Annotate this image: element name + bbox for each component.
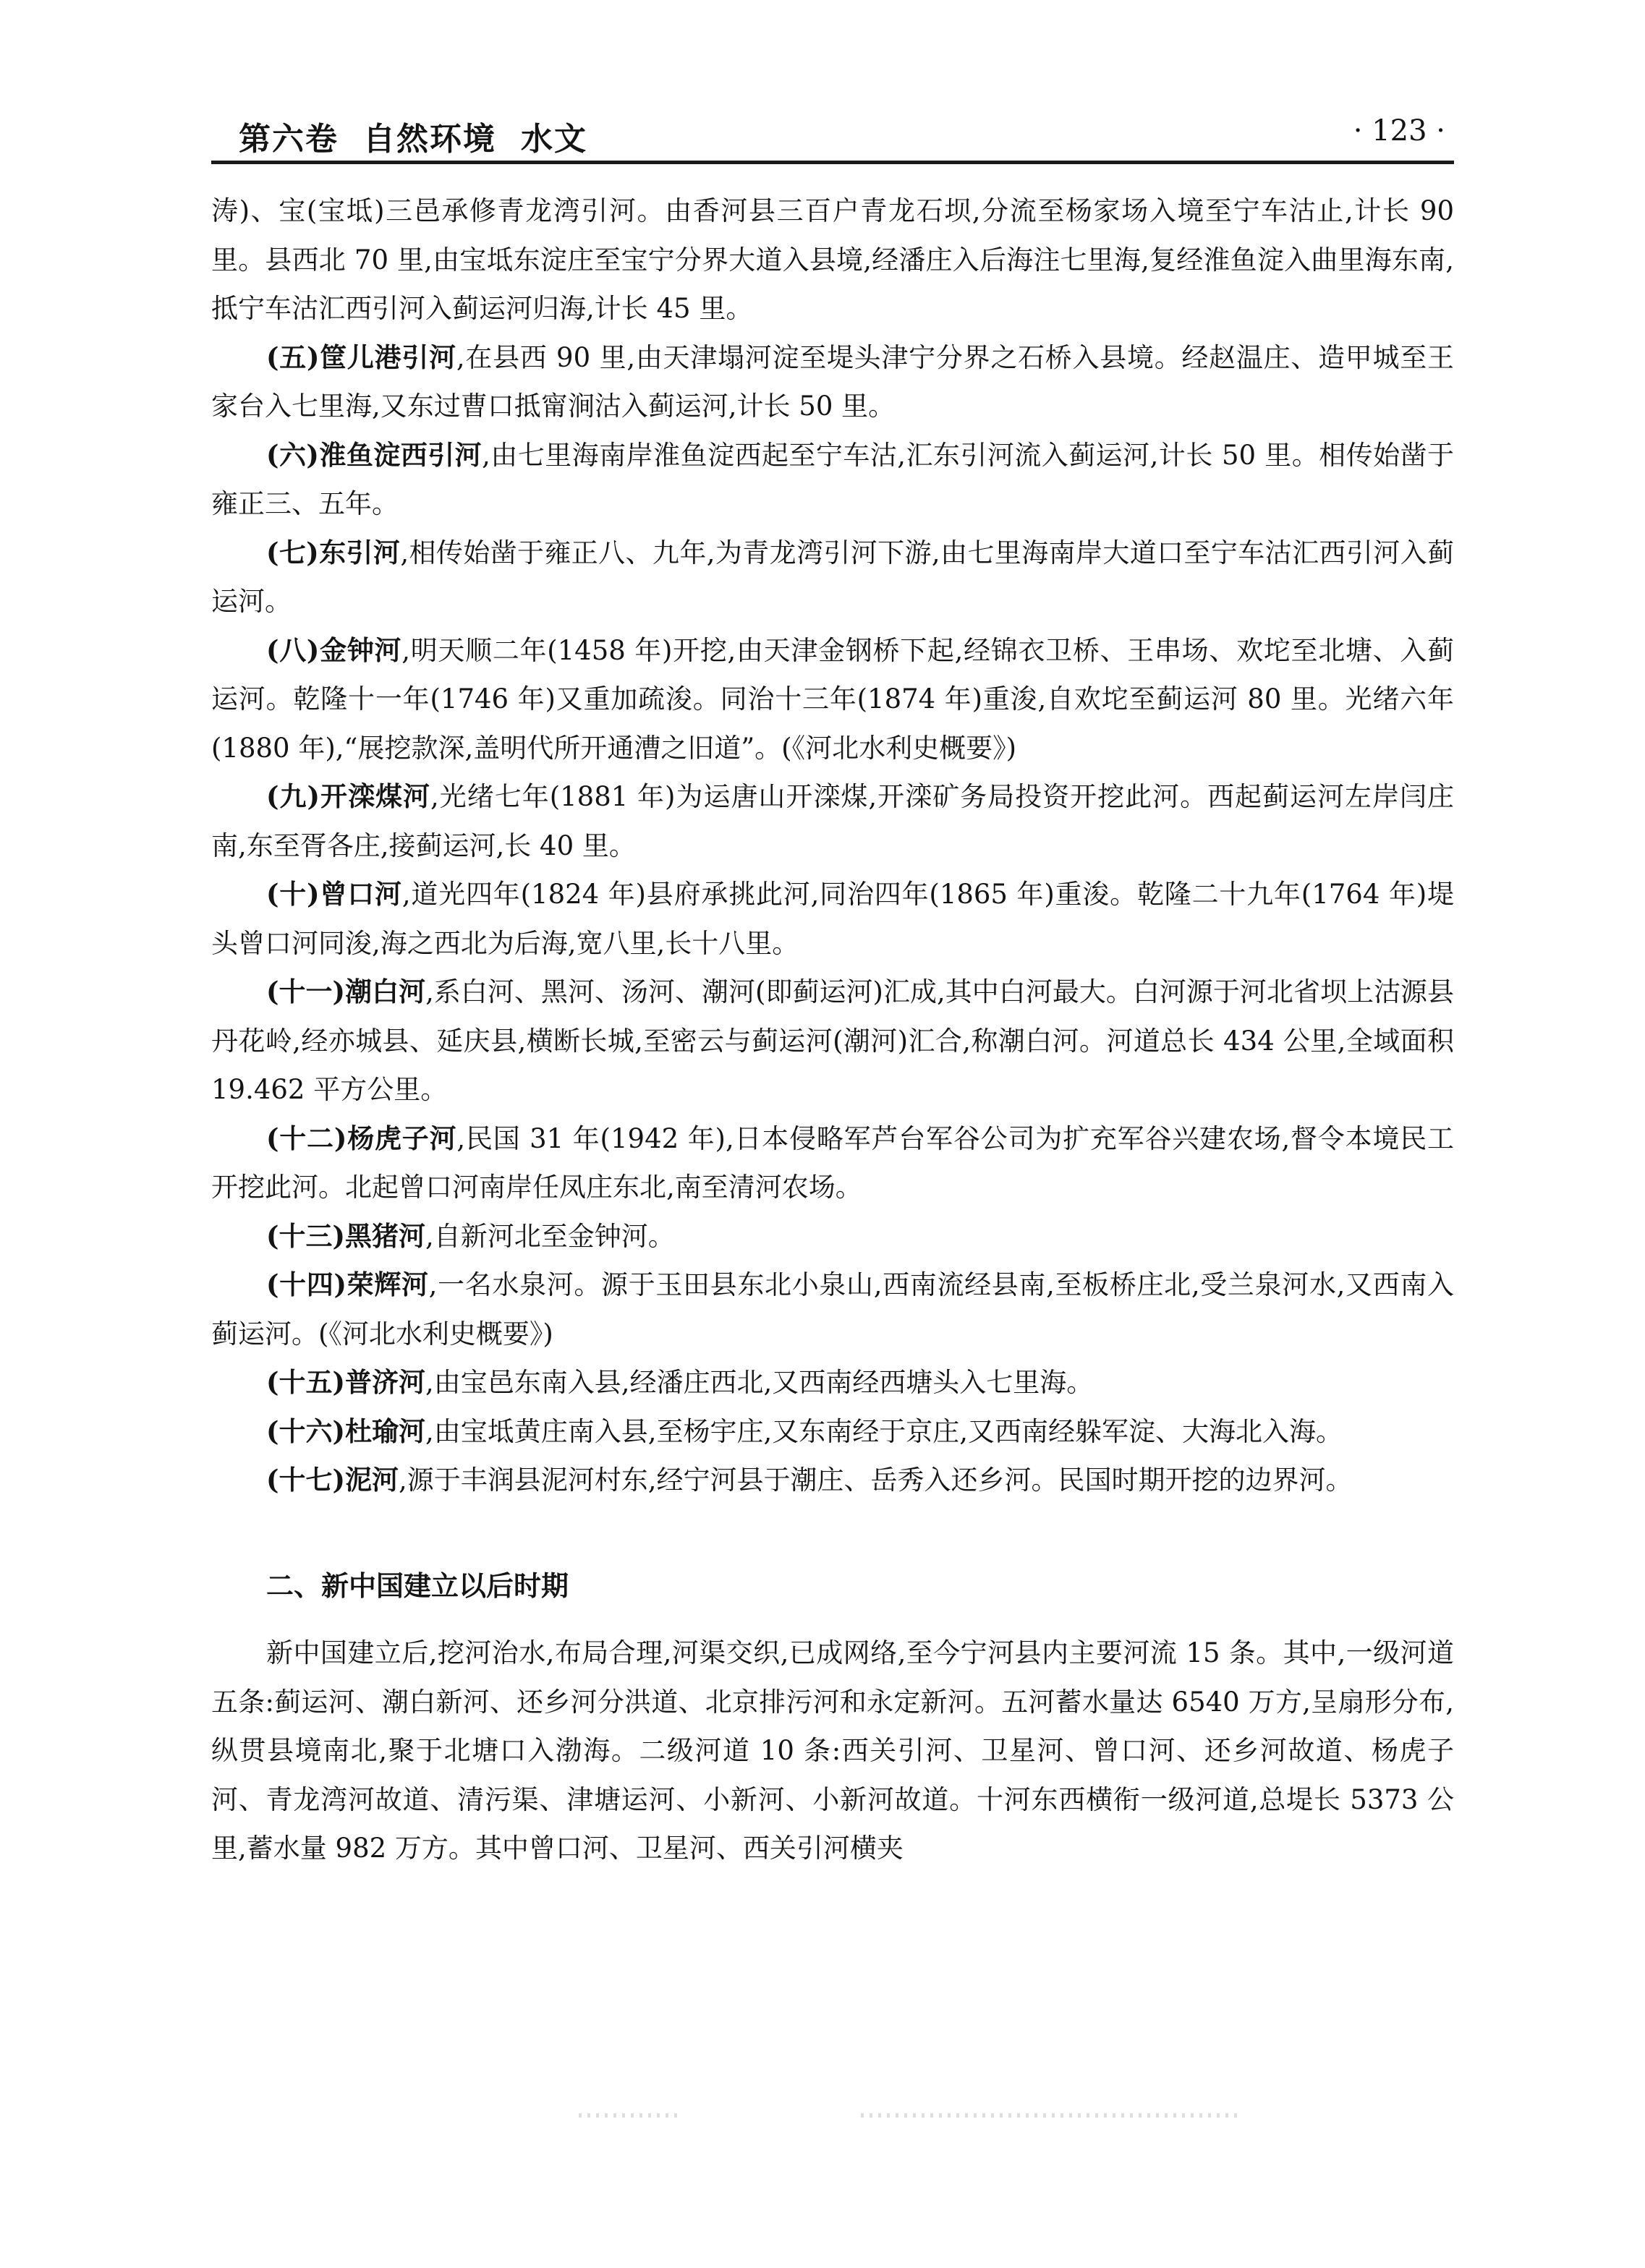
river-name: (十六)杜瑜河 xyxy=(266,1415,426,1447)
river-name: (十三)黑猪河 xyxy=(266,1219,426,1252)
river-name: (八)金钟河 xyxy=(266,634,402,666)
paragraph-text: ,由七里海南岸淮鱼淀西起至宁车沽,汇东引河流入蓟运河,计长 50 里。相传始凿于雍正三、五年。 xyxy=(211,439,1454,519)
category-label: 自然环境 xyxy=(363,121,496,158)
paragraph-text: ,系白河、黑河、汤河、潮河(即蓟运河)汇成,其中白河最大。白河源于河北省坝上沽源县丹花岭,经亦城县、延庆县,横断长城,至密云与蓟运河(潮河)汇合,称潮白河。河道总长 434 公里,全域面积 19.462 平方公里。 xyxy=(211,976,1455,1105)
river-name: (十)曾口河 xyxy=(266,878,402,910)
paragraph-river-13 xyxy=(211,1212,1454,1261)
running-header-title xyxy=(239,113,612,159)
paragraph-river-16 xyxy=(211,1407,1454,1457)
river-name: (十二)杨虎子河 xyxy=(266,1122,457,1154)
paragraph-river-11 xyxy=(211,968,1454,1114)
paragraph-text: ,光绪七年(1881 年)为运唐山开滦煤,开滦矿务局投资开挖此河。西起蓟运河左岸闫庄南,东至胥各庄,接蓟运河,长 40 里。 xyxy=(211,781,1454,861)
paragraph-river-9 xyxy=(211,772,1454,870)
river-name: (十五)普济河 xyxy=(266,1366,426,1398)
paragraph-text: ,道光四年(1824 年)县府承挑此河,同治四年(1865 年)重浚。乾隆二十九年(1764 年)堤头曾口河同浚,海之西北为后海,宽八里,长十八里。 xyxy=(211,879,1454,959)
paragraph-text: ,源于丰润县泥河村东,经宁河县于潮庄、岳秀入还乡河。民国时期开挖的边界河。 xyxy=(399,1465,1353,1496)
paragraph-text: ,一名水泉河。源于玉田县东北小泉山,西南流经县南,至板桥庄北,受兰泉河水,又西南入蓟运河。(《河北水利史概要》) xyxy=(211,1269,1454,1350)
volume-label: 第六卷 xyxy=(239,121,339,158)
river-name: (十七)泥河 xyxy=(266,1464,399,1496)
river-name: (五)筐儿港引河 xyxy=(266,341,456,373)
paragraph-river-6 xyxy=(211,431,1454,529)
paragraph-river-5 xyxy=(211,333,1454,431)
paragraph-text: ,由宝邑东南入县,经潘庄西北,又西南经西塘头入七里海。 xyxy=(425,1367,1094,1398)
river-name: (九)开滦煤河 xyxy=(266,780,430,812)
paragraph-text: ,明天顺二年(1458 年)开挖,由天津金钢桥下起,经锦衣卫桥、王串场、欢坨至北塘、入蓟运河。乾隆十一年(1746 年)又重加疏浚。同治十三年(1874 年)重浚,自欢坨至蓟运河 80 里。光绪六年(1880 年),“展挖款深,盖明代所开通漕之旧道”。(《河北水利史概要》) xyxy=(211,634,1455,764)
river-name: (十一)潮白河 xyxy=(266,976,426,1007)
paragraph-river-12 xyxy=(211,1114,1454,1212)
page-body xyxy=(211,187,1454,1873)
scan-noise xyxy=(861,2113,1237,2118)
river-name: (十四)荣辉河 xyxy=(266,1269,429,1300)
paragraph-river-7 xyxy=(211,529,1454,626)
paragraph-continued xyxy=(211,187,1454,333)
page-number: · 123 · xyxy=(1353,114,1445,148)
river-name: (七)东引河 xyxy=(266,536,401,568)
paragraph-river-17 xyxy=(211,1456,1454,1505)
header-rule xyxy=(211,161,1454,164)
paragraph-text: ,自新河北至金钟河。 xyxy=(425,1220,675,1252)
scan-noise xyxy=(579,2113,680,2118)
paragraph-river-10 xyxy=(211,870,1454,968)
river-name: (六)淮鱼淀西引河 xyxy=(266,438,483,471)
paragraph-river-15 xyxy=(211,1358,1454,1407)
paragraph-text: ,由宝坻黄庄南入县,至杨宇庄,又东南经于京庄,又西南经躲军淀、大海北入海。 xyxy=(425,1415,1343,1447)
paragraph-text: ,相传始凿于雍正八、九年,为青龙湾引河下游,由七里海南岸大道口至宁车沽汇西引河入蓟运河。 xyxy=(211,537,1454,617)
running-header xyxy=(211,108,1454,158)
paragraph-text: ,在县西 90 里,由天津塌河淀至堤头津宁分界之石桥入县境。经赵温庄、造甲城至王家台入七里海,又东过曹口抵甯涧沽入蓟运河,计长 50 里。 xyxy=(211,341,1455,422)
section-heading: 二、新中国建立以后时期 xyxy=(266,1569,569,1602)
paragraph-text: 涛)、宝(宝坻)三邑承修青龙湾引河。由香河县三百户青龙石坝,分流至杨家场入境至宁车沽止,计长 90 里。县西北 70 里,由宝坻东淀庄至宝宁分界大道入县境,经潘庄入后海注七里海,复经淮鱼淀入曲里海东南,抵宁车沽汇西引河入蓟运河归海,计长 45 里。 xyxy=(211,195,1454,324)
paragraph-text: ,民国 31 年(1942 年),日本侵略军芦台军谷公司为扩充军谷兴建农场,督令本境民工开挖此河。北起曾口河南岸任凤庄东北,南至清河农场。 xyxy=(211,1122,1455,1203)
section-label: 水文 xyxy=(521,121,587,158)
paragraph-river-14 xyxy=(211,1261,1454,1358)
paragraph-river-8 xyxy=(211,626,1454,773)
closing-paragraph: 新中国建立后,挖河治水,布局合理,河渠交织,已成网络,至今宁河县内主要河流 15 条。其中,一级河道五条:蓟运河、潮白新河、还乡河分洪道、北京排污河和永定新河。五河蓄水量达 6540 万方,呈扇形分布,纵贯县境南北,聚于北塘口入渤海。二级河道 10 条:西关引河、卫星河、曾口河、还乡河故道、杨虎子河、青龙湾河故道、清污渠、津塘运河、小新河、小新河故道。十河东西横衔一级河道,总堤长 5373 公里,蓄水量 982 万方。其中曾口河、卫星河、西关引河横夹 xyxy=(211,1637,1454,1864)
